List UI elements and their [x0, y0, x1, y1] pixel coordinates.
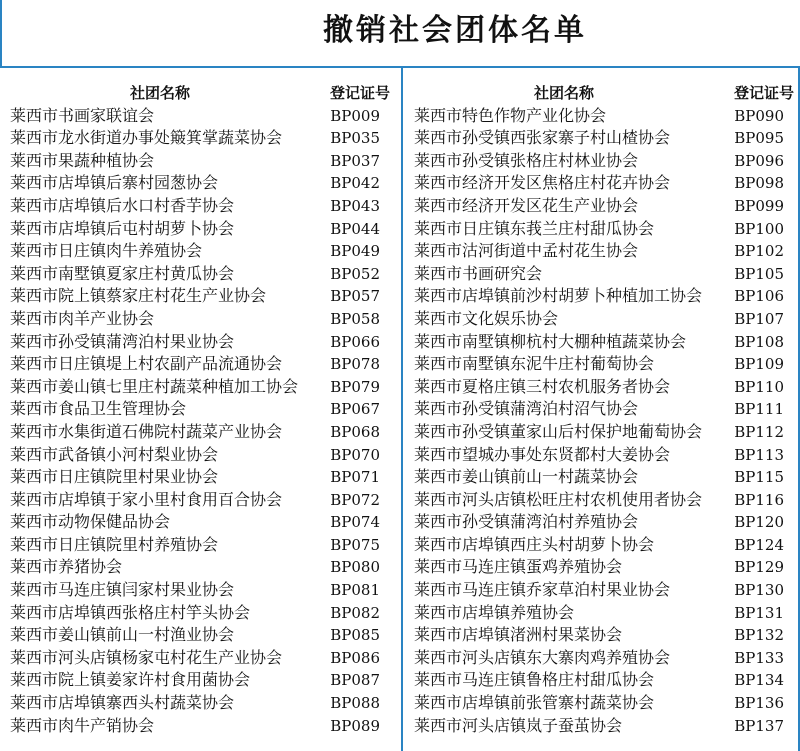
org-name: 莱西市河头店镇岚子蚕茧协会 [414, 715, 623, 735]
registration-code: BP096 [734, 151, 784, 170]
registration-code: BP035 [330, 129, 380, 148]
registration-code: BP136 [734, 694, 784, 713]
org-name: 莱西市姜山镇七里庄村蔬菜种植加工协会 [10, 376, 299, 396]
registration-code: BP009 [330, 106, 380, 125]
list-item [10, 489, 390, 512]
org-name: 莱西市南墅镇柳杭村大棚种植蔬菜协会 [414, 331, 687, 351]
list-item [10, 353, 390, 376]
registration-code: BP072 [330, 490, 380, 509]
org-name: 莱西市店埠镇西张格庄村竽头协会 [10, 602, 251, 622]
list-item [414, 240, 794, 263]
left-header-row [10, 82, 390, 105]
org-name: 莱西市店埠镇前沙村胡萝卜种植加工协会 [414, 286, 703, 306]
registration-code: BP113 [734, 445, 784, 464]
registration-code: BP130 [734, 581, 784, 600]
org-name: 莱西市河头店镇松旺庄村农机使用者协会 [414, 489, 703, 509]
registration-code: BP086 [330, 648, 380, 667]
org-name: 莱西市肉牛产销协会 [10, 715, 155, 735]
registration-code: BP108 [734, 332, 784, 351]
list-item [414, 715, 794, 738]
org-name: 莱西市店埠镇于家小里村食用百合协会 [10, 489, 283, 509]
list-item [414, 421, 794, 444]
registration-code: BP095 [734, 129, 784, 148]
org-name: 莱西市沽河街道中孟村花生协会 [414, 241, 639, 261]
list-item [10, 218, 390, 241]
list-item [10, 308, 390, 331]
list-item [414, 534, 794, 557]
registration-code: BP068 [330, 422, 380, 441]
list-item [414, 353, 794, 376]
registration-code: BP075 [330, 535, 380, 554]
org-name: 莱西市马连庄镇蛋鸡养殖协会 [414, 557, 623, 577]
registration-code: BP080 [330, 558, 380, 577]
org-name: 莱西市武备镇小河村梨业协会 [10, 444, 219, 464]
list-item [10, 624, 390, 647]
registration-code: BP110 [734, 377, 784, 396]
right-header-name: 社团名称 [533, 84, 594, 102]
registration-code: BP098 [734, 174, 784, 193]
org-name: 莱西市动物保健品协会 [10, 512, 171, 532]
list-item [10, 195, 390, 218]
list-item [414, 172, 794, 195]
list-item [414, 692, 794, 715]
list-item [414, 489, 794, 512]
list-item [10, 466, 390, 489]
page-title: 撤销社会团体名单 [323, 13, 587, 48]
registration-code: BP087 [330, 671, 380, 690]
list-item [10, 285, 390, 308]
registration-code: BP116 [734, 490, 784, 509]
registration-code: BP134 [734, 671, 784, 690]
list-item [414, 669, 794, 692]
registration-code: BP052 [330, 264, 380, 283]
registration-code: BP090 [734, 106, 784, 125]
org-name: 莱西市姜山镇前山一村渔业协会 [10, 625, 235, 645]
org-name: 莱西市经济开发区焦格庄村花卉协会 [414, 173, 671, 193]
org-name: 莱西市日庄镇肉牛养殖协会 [10, 241, 203, 261]
org-name: 莱西市店埠镇后寨村园葱协会 [10, 173, 219, 193]
org-name: 莱西市孙受镇西张家寨子村山楂协会 [414, 128, 671, 148]
org-name: 莱西市养猪协会 [10, 557, 123, 577]
org-name: 莱西市孙受镇张格庄村林业协会 [414, 150, 639, 170]
org-name: 莱西市果蔬种植协会 [10, 150, 155, 170]
org-name: 莱西市夏格庄镇三村农机服务者协会 [414, 376, 671, 396]
org-name: 莱西市河头店镇杨家屯村花生产业协会 [10, 647, 283, 667]
org-name: 莱西市马连庄镇乔家草泊村果业协会 [414, 580, 671, 600]
org-name: 莱西市姜山镇前山一村蔬菜协会 [414, 467, 639, 487]
list-item [10, 715, 390, 738]
list-item [10, 444, 390, 467]
org-name: 莱西市店埠镇前张管寨村蔬菜协会 [414, 693, 655, 713]
left-column [10, 82, 390, 737]
list-item [414, 331, 794, 354]
registration-code: BP129 [734, 558, 784, 577]
registration-code: BP044 [330, 219, 380, 238]
org-name: 莱西市特色作物产业化协会 [414, 105, 607, 125]
registration-code: BP057 [330, 287, 380, 306]
org-name: 莱西市文化娱乐协会 [414, 308, 559, 328]
list-item [10, 240, 390, 263]
registration-code: BP085 [330, 626, 380, 645]
left-list [10, 105, 390, 738]
list-item [414, 602, 794, 625]
list-item [414, 376, 794, 399]
list-item [414, 444, 794, 467]
registration-code: BP124 [734, 535, 784, 554]
list-item [414, 511, 794, 534]
list-item [10, 398, 390, 421]
org-name: 莱西市书画研究会 [414, 263, 543, 283]
list-item [414, 285, 794, 308]
org-name: 莱西市店埠镇西庄头村胡萝卜协会 [414, 534, 655, 554]
list-item [414, 195, 794, 218]
list-item [10, 105, 390, 128]
list-item [414, 624, 794, 647]
registration-code: BP106 [734, 287, 784, 306]
left-header-code: 登记证号 [329, 84, 390, 102]
list-item [10, 376, 390, 399]
registration-code: BP112 [734, 422, 784, 441]
org-name: 莱西市孙受镇蒲湾泊村沼气协会 [414, 399, 639, 419]
registration-code: BP067 [330, 400, 380, 419]
registration-code: BP100 [734, 219, 784, 238]
registration-code: BP071 [330, 468, 380, 487]
registration-code: BP070 [330, 445, 380, 464]
registration-code: BP107 [734, 309, 784, 328]
list-item [10, 647, 390, 670]
list-item [10, 263, 390, 286]
org-name: 莱西市马连庄镇鲁格庄村甜瓜协会 [414, 670, 655, 690]
list-item [10, 421, 390, 444]
title-bar [0, 0, 800, 66]
registration-code: BP078 [330, 355, 380, 374]
frame-line-top [0, 66, 800, 68]
registration-code: BP102 [734, 242, 784, 261]
registration-code: BP088 [330, 694, 380, 713]
list-item [10, 331, 390, 354]
org-name: 莱西市望城办事处东贤都村大姜协会 [414, 444, 671, 464]
org-name: 莱西市水集街道石佛院村蔬菜产业协会 [10, 421, 283, 441]
registration-code: BP099 [734, 196, 784, 215]
list-item [414, 466, 794, 489]
registration-code: BP066 [330, 332, 380, 351]
list-item [10, 602, 390, 625]
list-item [10, 692, 390, 715]
org-name: 莱西市院上镇蔡家庄村花生产业协会 [10, 286, 267, 306]
org-name: 莱西市日庄镇院里村果业协会 [10, 467, 219, 487]
org-name: 莱西市书画家联谊会 [10, 105, 155, 125]
org-name: 莱西市龙水街道办事处簸箕掌蔬菜协会 [10, 128, 283, 148]
registration-code: BP058 [330, 309, 380, 328]
list-item [10, 511, 390, 534]
org-name: 莱西市孙受镇蒲湾泊村养殖协会 [414, 512, 639, 532]
org-name: 莱西市日庄镇院里村养殖协会 [10, 534, 219, 554]
org-name: 莱西市店埠镇后水口村香芋协会 [10, 195, 235, 215]
list-item [10, 172, 390, 195]
list-item [10, 127, 390, 150]
org-name: 莱西市孙受镇董家山后村保护地葡萄协会 [414, 421, 703, 441]
registration-code: BP131 [734, 603, 784, 622]
registration-code: BP037 [330, 151, 380, 170]
registration-code: BP074 [330, 513, 380, 532]
org-name: 莱西市肉羊产业协会 [10, 308, 155, 328]
right-list [414, 105, 794, 738]
org-name: 莱西市店埠镇渚洲村果菜协会 [414, 625, 623, 645]
column-divider [401, 68, 403, 751]
right-column [414, 82, 794, 737]
list-item [10, 556, 390, 579]
list-item [414, 579, 794, 602]
registration-code: BP089 [330, 716, 380, 735]
org-name: 莱西市店埠镇寨西头村蔬菜协会 [10, 693, 235, 713]
org-name: 莱西市孙受镇蒲湾泊村果业协会 [10, 331, 235, 351]
org-name: 莱西市南墅镇东泥牛庄村葡萄协会 [414, 354, 655, 374]
org-name: 莱西市日庄镇堤上村农副产品流通协会 [10, 354, 283, 374]
registration-code: BP137 [734, 716, 784, 735]
org-name: 莱西市院上镇姜家许村食用菌协会 [10, 670, 251, 690]
right-header-row [414, 82, 794, 105]
right-header-code: 登记证号 [733, 84, 794, 102]
list-item [10, 534, 390, 557]
frame-line-left [0, 0, 2, 66]
left-header-name: 社团名称 [129, 84, 190, 102]
registration-code: BP109 [734, 355, 784, 374]
list-item [414, 647, 794, 670]
list-item [10, 150, 390, 173]
org-name: 莱西市食品卫生管理协会 [10, 399, 187, 419]
org-name: 莱西市南墅镇夏家庄村黄瓜协会 [10, 263, 235, 283]
registration-code: BP081 [330, 581, 380, 600]
list-item [414, 263, 794, 286]
list-item [414, 308, 794, 331]
org-name: 莱西市店埠镇后屯村胡萝卜协会 [10, 218, 235, 238]
registration-code: BP079 [330, 377, 380, 396]
list-item [414, 127, 794, 150]
org-name: 莱西市日庄镇东莪兰庄村甜瓜协会 [414, 218, 655, 238]
registration-code: BP133 [734, 648, 784, 667]
list-item [414, 150, 794, 173]
list-item [414, 218, 794, 241]
registration-code: BP105 [734, 264, 784, 283]
org-name: 莱西市店埠镇养殖协会 [414, 602, 575, 622]
org-name: 莱西市经济开发区花生产业协会 [414, 195, 639, 215]
org-name: 莱西市河头店镇东大寨肉鸡养殖协会 [414, 647, 671, 667]
list-item [414, 398, 794, 421]
list-item [10, 669, 390, 692]
registration-code: BP082 [330, 603, 380, 622]
registration-code: BP049 [330, 242, 380, 261]
registration-code: BP120 [734, 513, 784, 532]
registration-code: BP043 [330, 196, 380, 215]
registration-code: BP111 [734, 400, 784, 419]
list-item [10, 579, 390, 602]
registration-code: BP132 [734, 626, 784, 645]
org-name: 莱西市马连庄镇闫家村果业协会 [10, 580, 235, 600]
registration-code: BP042 [330, 174, 380, 193]
registration-code: BP115 [734, 468, 784, 487]
list-item [414, 105, 794, 128]
list-item [414, 556, 794, 579]
